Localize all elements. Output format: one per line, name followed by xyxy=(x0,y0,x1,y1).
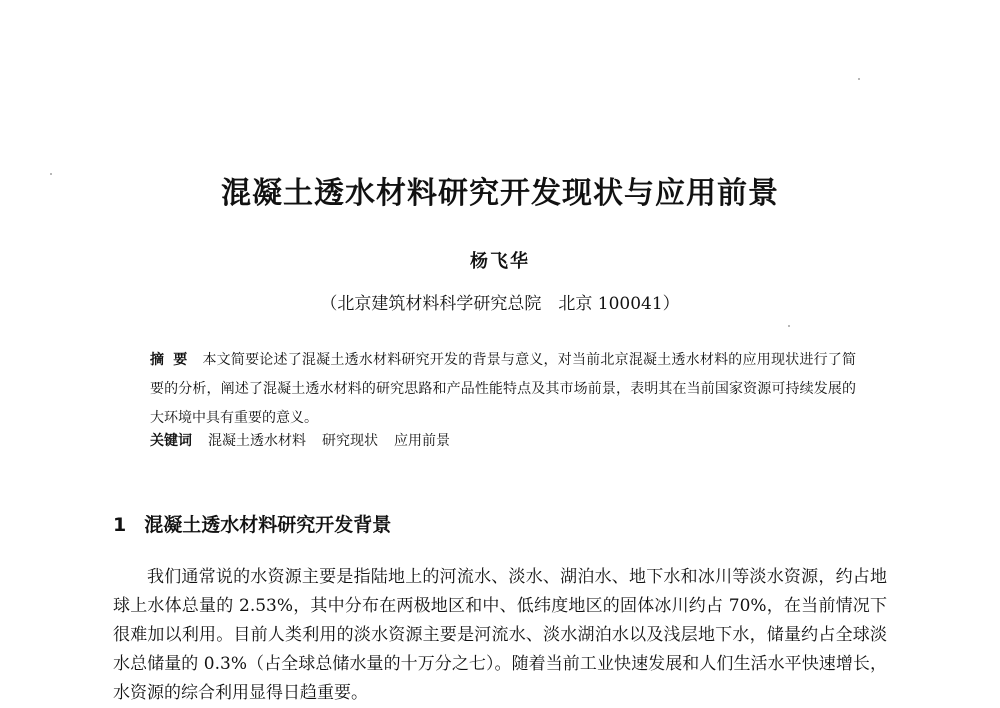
scan-speck xyxy=(858,78,860,80)
abstract-label: 摘要 xyxy=(150,352,197,368)
keywords-label: 关键词 xyxy=(150,433,192,449)
abstract-text: 本文简要论述了混凝土透水材料研究开发的背景与意义，对当前北京混凝土透水材料的应用现状进行了简要的分析，阐述了混凝土透水材料的研究思路和产品性能特点及其市场前景，表明其在当前国家资源可持续发展的大环境中具有重要的意义。 xyxy=(150,352,857,426)
keyword-item: 应用前景 xyxy=(394,433,450,449)
section-number: 1 xyxy=(113,514,127,536)
section-heading xyxy=(113,510,391,537)
paper-title: 混凝土透水材料研究开发现状与应用前景 xyxy=(221,176,779,211)
keyword-item: 混凝土透水材料 xyxy=(208,433,306,449)
section-title: 混凝土透水材料研究开发背景 xyxy=(144,514,392,536)
keyword-item: 研究现状 xyxy=(322,433,378,449)
body-paragraph: 我们通常说的水资源主要是指陆地上的河流水、淡水、湖泊水、地下水和冰川等淡水资源，约占地球上水体总量的 2.53%，其中分布在两极地区和中、低纬度地区的固体冰川约占 70%，在当前情况下很难加以利用。目前人类利用的淡水资源主要是河流水、淡水湖泊水以及浅层地下水，储量约占全球淡水总储量的 0.3%（占全球总储水量的十万分之七）。随着当前工业快速发展和人们生活水平快速增长，水资源的综合利用显得日趋重要。 xyxy=(113,567,887,703)
abstract xyxy=(150,346,856,433)
author-affiliation: （北京建筑材料科学研究总院 北京 100041） xyxy=(320,294,680,314)
scan-speck xyxy=(788,325,790,327)
scan-speck xyxy=(50,173,52,175)
keywords xyxy=(150,430,856,452)
author-name: 杨飞华 xyxy=(470,251,530,272)
